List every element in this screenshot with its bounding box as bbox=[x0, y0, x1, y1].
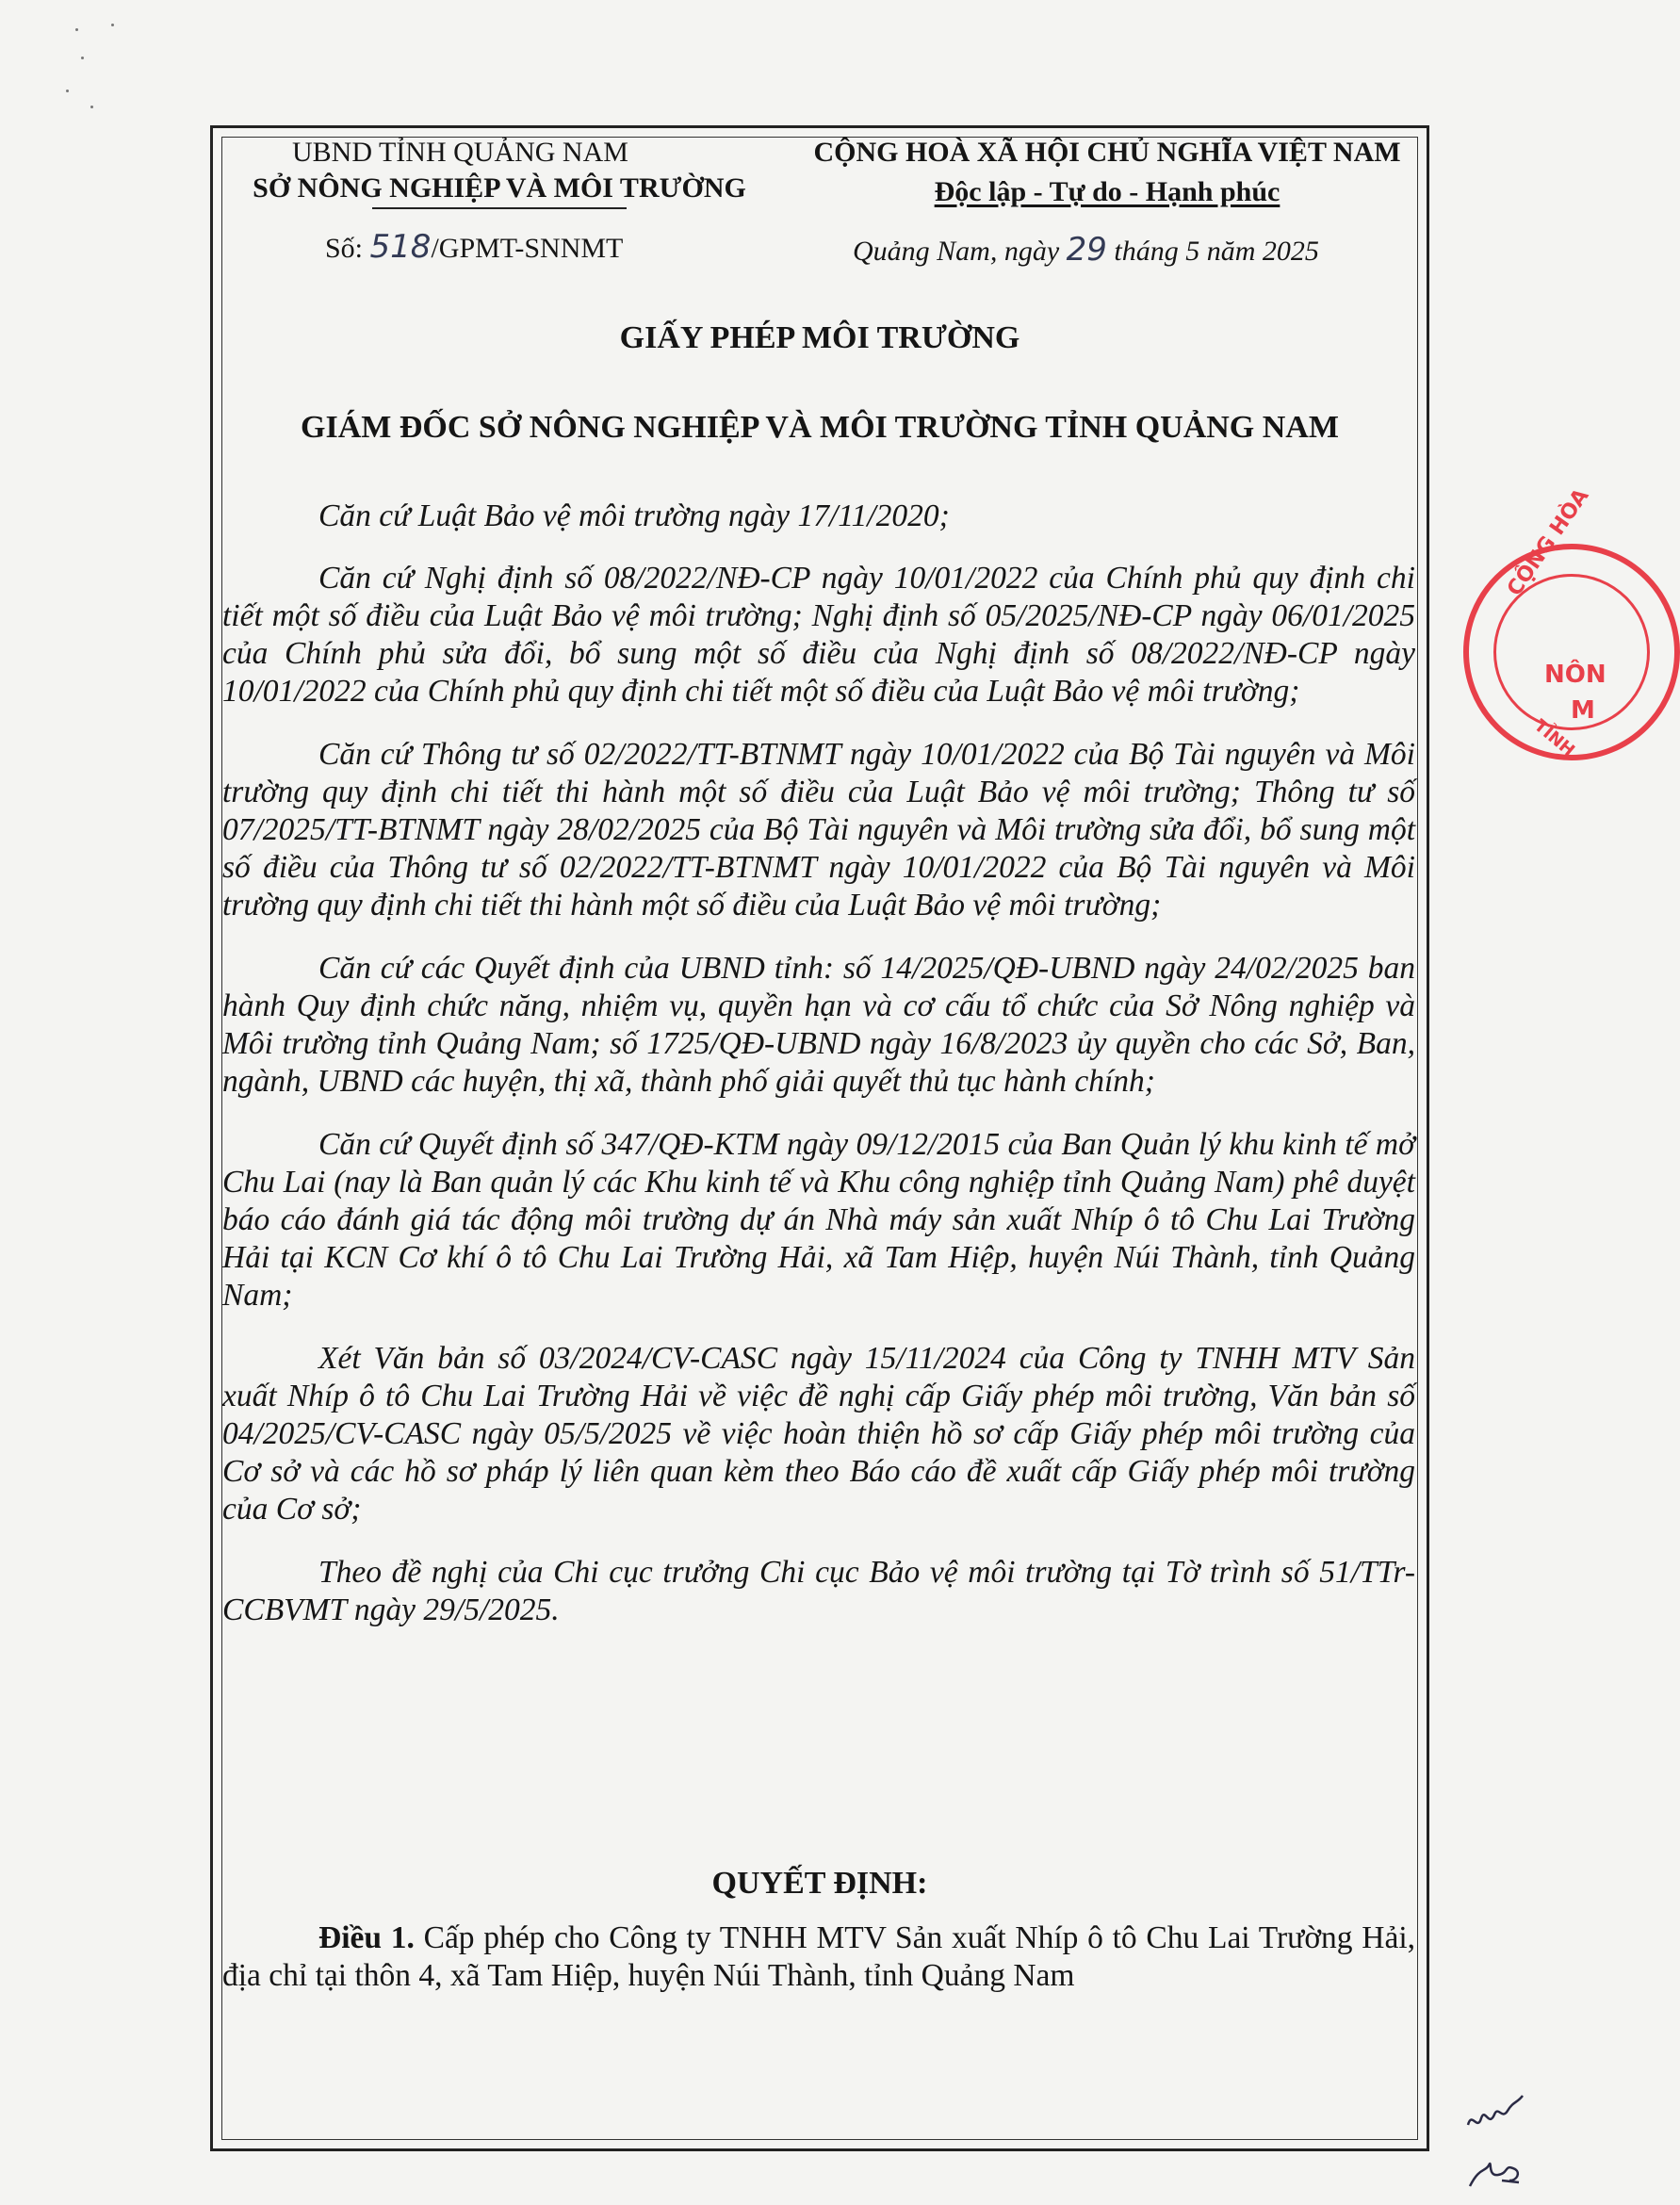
number-suffix: /GPMT-SNNMT bbox=[431, 233, 624, 264]
initial-mark-2 bbox=[1470, 2164, 1519, 2186]
article-1-text: Cấp phép cho Công ty TNHH MTV Sản xuất Nhíp ô tô Chu Lai Trường Hải, địa chỉ tại thôn 4, xã Tam Hiệp, huyện Núi Thành, tỉnh Quảng Nam bbox=[222, 1920, 1416, 1993]
paragraph-company-request: Xét Văn bản số 03/2024/CV-CASC ngày 15/11/2024 của Công ty TNHH MTV Sản xuất Nhíp ô tô Chu Lai Trường Hải về việc đề nghị cấp Giấy phép môi trường, Văn bản số 04/2025/CV-CASC ngày 05/5/2025 về việc hoàn thiện hồ sơ cấp Giấy phép môi trường của Cơ sở và các hồ sơ pháp lý liên quan kèm theo Báo cáo đề xuất cấp Giấy phép môi trường của Cơ sở; bbox=[222, 1341, 1415, 1527]
issue-date bbox=[853, 231, 1319, 269]
official-seal bbox=[1463, 484, 1680, 761]
article-1-paragraph bbox=[222, 1919, 1415, 1995]
issuer-underline bbox=[372, 207, 627, 209]
seal-center-text: NÔN bbox=[1544, 661, 1607, 689]
initial-mark-1 bbox=[1468, 2096, 1523, 2125]
date-prefix: Quảng Nam, ngày bbox=[853, 236, 1060, 267]
seal-bottom-text: TỈNH bbox=[1529, 715, 1579, 761]
issuer-department: SỞ NÔNG NGHIỆP VÀ MÔI TRƯỜNG bbox=[253, 172, 746, 204]
number-handwritten: 518 bbox=[369, 228, 432, 266]
paragraph-eia-decision: Căn cứ Quyết định số 347/QĐ-KTM ngày 09/12/2015 của Ban Quản lý khu kinh tế mở Chu Lai (nay là Ban quản lý các Khu kinh tế và Khu công nghiệp tỉnh Quảng Nam) phê duyệt báo cáo đánh giá tác động môi trường dự án Nhà máy sản xuất Nhíp ô tô Chu Lai Trường Hải tại KCN Cơ khí ô tô Chu Lai Trường Hải, xã Tam Hiệp, huyện Núi Thành, tỉnh Quảng Nam; bbox=[222, 1127, 1415, 1313]
paragraph-circular: Căn cứ Thông tư số 02/2022/TT-BTNMT ngày 10/01/2022 của Bộ Tài nguyên và Môi trường quy định chi tiết thi hành một số điều của Luật Bảo vệ môi trường; Thông tư số 07/2025/TT-BTNMT ngày 28/02/2025 của Bộ Tài nguyên và Môi trường sửa đổi, bổ sung một số điều của Thông tư số 02/2022/TT-BTNMT ngày 10/01/2022 của Bộ Tài nguyên và Môi trường quy định chi tiết thi hành một số điều của Luật Bảo vệ môi trường; bbox=[222, 737, 1415, 923]
issuer-province: UBND TỈNH QUẢNG NAM bbox=[292, 137, 628, 168]
number-prefix: Số: bbox=[325, 233, 364, 264]
date-day-handwritten: 29 bbox=[1066, 231, 1107, 269]
seal-center-text-2: M bbox=[1571, 696, 1595, 725]
date-suffix: tháng 5 năm 2025 bbox=[1114, 236, 1319, 267]
decision-heading: QUYẾT ĐỊNH: bbox=[711, 1866, 928, 1901]
legal-bases bbox=[222, 498, 1415, 1629]
document-number bbox=[325, 228, 624, 266]
issuing-authority: GIÁM ĐỐC SỞ NÔNG NGHIỆP VÀ MÔI TRƯỜNG TỈNH QUẢNG NAM bbox=[301, 410, 1339, 445]
article-1-label: Điều 1. bbox=[318, 1920, 415, 1955]
seal-arc-text: CỘNG HÒA bbox=[1503, 484, 1594, 601]
paragraph-decree: Căn cứ Nghị định số 08/2022/NĐ-CP ngày 10/01/2022 của Chính phủ quy định chi tiết một số điều của Luật Bảo vệ môi trường; Nghị định số 05/2025/NĐ-CP ngày 06/01/2025 của Chính phủ sửa đổi, bổ sung một số điều của Nghị định số 08/2022/NĐ-CP ngày 10/01/2022 của Chính phủ quy định chi tiết một số điều của Luật Bảo vệ môi trường; bbox=[222, 561, 1415, 709]
paragraph-provincial-decisions: Căn cứ các Quyết định của UBND tỉnh: số 14/2025/QĐ-UBND ngày 24/02/2025 ban hành Quy định chức năng, nhiệm vụ, quyền hạn và cơ cấu tổ chức của Sở Nông nghiệp và Môi trường tỉnh Quảng Nam; số 1725/QĐ-UBND ngày 16/8/2023 ủy quyền cho các Sở, Ban, ngành, UBND các huyện, thị xã, thành phố giải quyết thủ tục hành chính; bbox=[222, 951, 1415, 1099]
national-title: CỘNG HOÀ XÃ HỘI CHỦ NGHĨA VIỆT NAM bbox=[813, 137, 1401, 168]
article-1 bbox=[222, 1919, 1415, 1995]
handwritten-initials bbox=[1460, 2082, 1536, 2196]
document-title: GIẤY PHÉP MÔI TRƯỜNG bbox=[619, 320, 1020, 355]
national-motto: Độc lập - Tự do - Hạnh phúc bbox=[934, 176, 1280, 207]
paragraph-proposal: Theo đề nghị của Chi cục trưởng Chi cục Bảo vệ môi trường tại Tờ trình số 51/TTr-CCBVMT ngày 29/5/2025. bbox=[222, 1555, 1415, 1627]
paragraph-law: Căn cứ Luật Bảo vệ môi trường ngày 17/11/2020; bbox=[318, 498, 950, 533]
